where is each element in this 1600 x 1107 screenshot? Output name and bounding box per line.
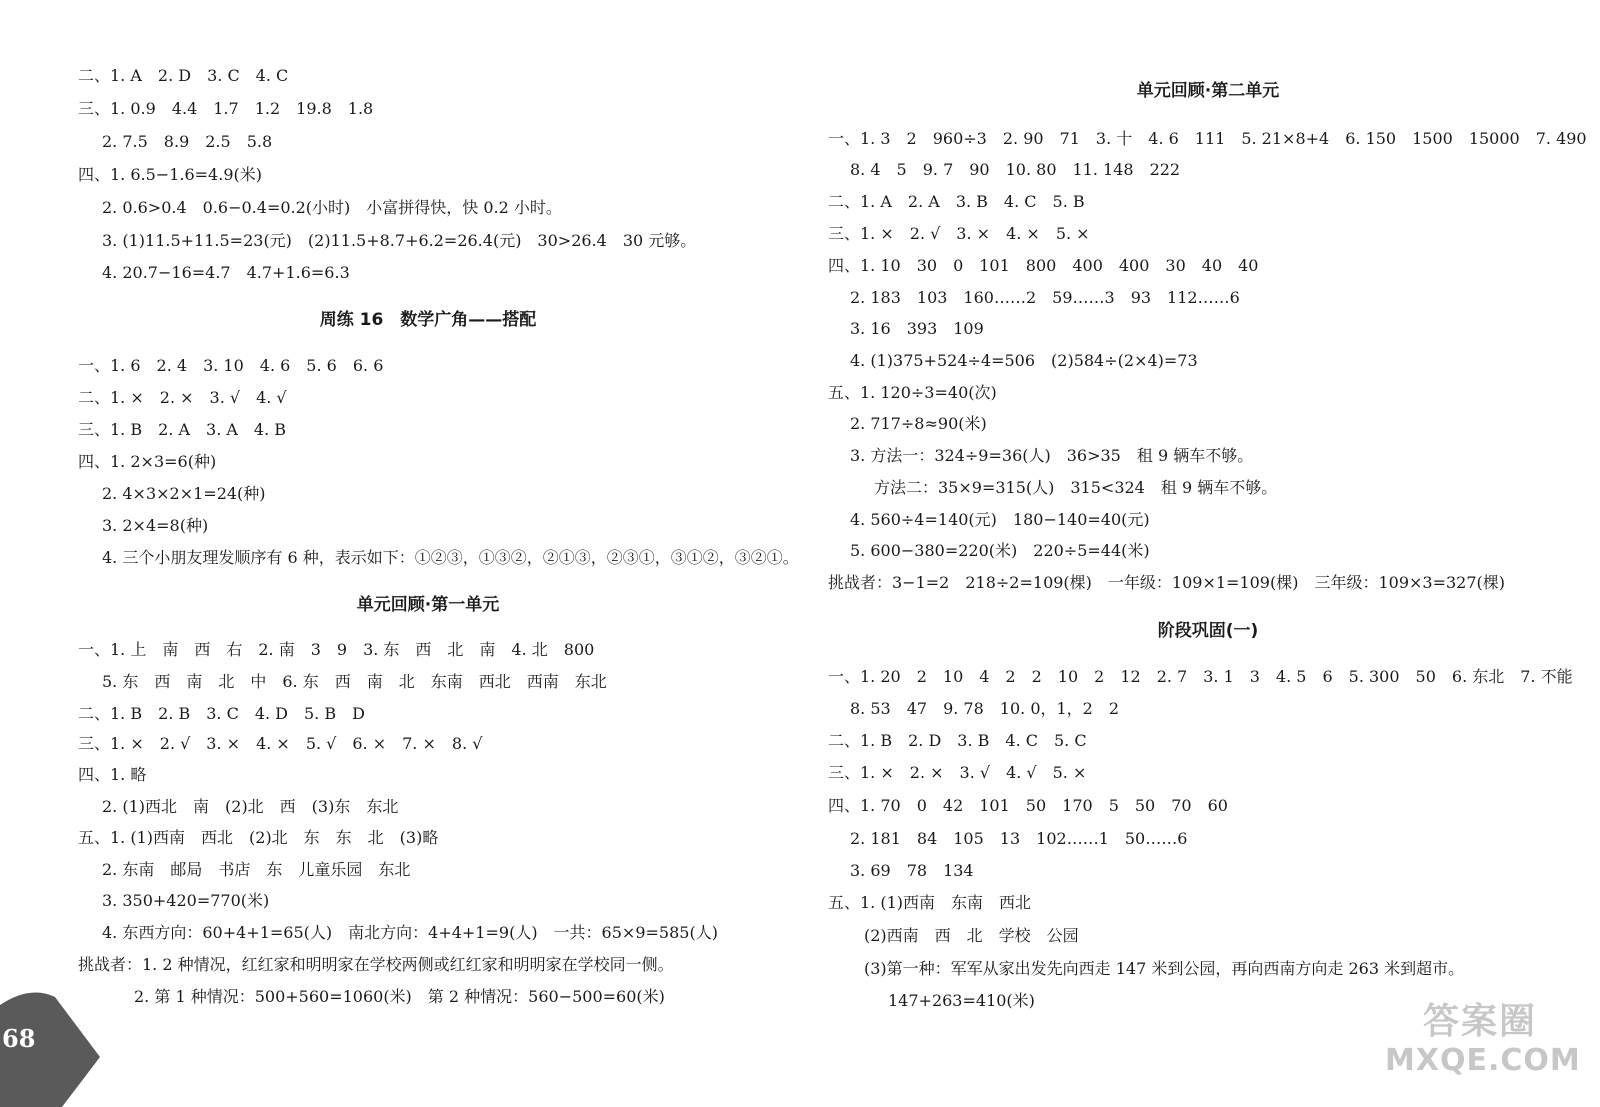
- answer-line: 5. 东 西 南 北 中 6. 东 西 南 北 东南 西北 西南 东北: [102, 672, 607, 691]
- section-title: 单元回顾·第一单元: [356, 595, 500, 615]
- answer-line: 3. 2×4=8(种): [102, 516, 209, 535]
- answer-line: 挑战者：1. 2 种情况，红红家和明明家在学校两侧或红红家和明明家在学校同一侧。: [78, 955, 674, 974]
- answer-line: 3. 方法一：324÷9=36(人) 36>35 租 9 辆车不够。: [850, 446, 1254, 465]
- answer-line: 4. 三个小朋友理发顺序有 6 种，表示如下：①②③，①③②，②①③，②③①，③①②，③②①。: [102, 548, 799, 567]
- answer-line: 2. (1)西北 南 (2)北 西 (3)东 东北: [102, 797, 399, 816]
- answer-line: 三、1. × 2. √ 3. × 4. × 5. ×: [828, 224, 1090, 243]
- answer-line: 三、1. × 2. √ 3. × 4. × 5. √ 6. × 7. × 8. √: [78, 734, 483, 753]
- answer-line: 2. 第 1 种情况：500+560=1060(米) 第 2 种情况：560−500=60(米): [134, 987, 665, 1006]
- answer-line: 五、1. (1)西南 西北 (2)北 东 东 北 (3)略: [78, 828, 439, 847]
- answer-line: (3)第一种：军军从家出发先向西走 147 米到公园，再向西南方向走 263 米到超市。: [864, 959, 1465, 978]
- answer-line: 方法二：35×9=315(人) 315<324 租 9 辆车不够。: [874, 478, 1278, 497]
- page-number: 68: [2, 1024, 36, 1053]
- answer-line: 四、1. 略: [78, 765, 147, 784]
- answer-line: 三、1. B 2. A 3. A 4. B: [78, 420, 287, 439]
- watermark: [1385, 1000, 1581, 1078]
- answer-line: 四、1. 10 30 0 101 800 400 400 30 40 40: [828, 256, 1259, 275]
- answer-line: 一、1. 3 2 960÷3 2. 90 71 3. 十 4. 6 111 5. 21×8+4 6. 150 1500 15000 7. 490: [828, 129, 1587, 148]
- answer-line: 2. 181 84 105 13 102……1 50……6: [850, 829, 1188, 848]
- watermark-bottom: MXQE.COM: [1385, 1043, 1581, 1078]
- answer-line: 2. 183 103 160……2 59……3 93 112……6: [850, 288, 1240, 307]
- answer-line: 二、1. × 2. × 3. √ 4. √: [78, 388, 287, 407]
- answer-line: 三、1. 0.9 4.4 1.7 1.2 19.8 1.8: [78, 99, 374, 118]
- answer-line: 一、1. 20 2 10 4 2 2 10 2 12 2. 7 3. 1 3 4. 5 6 5. 300 50 6. 东北 7. 不能: [828, 667, 1573, 686]
- answer-line: 2. 东南 邮局 书店 东 儿童乐园 东北: [102, 860, 411, 879]
- section-title: 周练 16 数学广角——搭配: [319, 310, 537, 330]
- answer-line: 2. 0.6>0.4 0.6−0.4=0.2(小时) 小富拼得快，快 0.2 小时。: [102, 198, 562, 217]
- answer-line: 3. 69 78 134: [850, 861, 974, 880]
- section-title: 阶段巩固(一): [1157, 621, 1259, 641]
- answer-line: 2. 717÷8≈90(米): [850, 414, 987, 433]
- answer-line: 一、1. 上 南 西 右 2. 南 3 9 3. 东 西 北 南 4. 北 800: [78, 640, 595, 659]
- answer-line: 4. (1)375+524÷4=506 (2)584÷(2×4)=73: [850, 351, 1198, 370]
- answer-line: 8. 53 47 9. 78 10. 0，1，2 2: [850, 699, 1120, 718]
- answer-line: 5. 600−380=220(米) 220÷5=44(米): [850, 541, 1150, 560]
- answer-line: 四、1. 2×3=6(种): [78, 452, 217, 471]
- answer-line: 一、1. 6 2. 4 3. 10 4. 6 5. 6 6. 6: [78, 356, 384, 375]
- answer-line: 二、1. A 2. A 3. B 4. C 5. B: [828, 192, 1085, 211]
- answer-line: 4. 560÷4=140(元) 180−140=40(元): [850, 510, 1150, 529]
- answer-line: 五、1. 120÷3=40(次): [828, 383, 997, 402]
- answer-line: 二、1. A 2. D 3. C 4. C: [78, 66, 289, 85]
- answer-line: 8. 4 5 9. 7 90 10. 80 11. 148 222: [850, 160, 1181, 179]
- answer-line: 二、1. B 2. B 3. C 4. D 5. B D: [78, 704, 365, 723]
- watermark-top: 答案圈: [1422, 1001, 1537, 1042]
- answer-line: 五、1. (1)西南 东南 西北: [828, 893, 1032, 912]
- answer-line: 3. 16 393 109: [850, 319, 984, 338]
- answer-line: 4. 东西方向：60+4+1=65(人) 南北方向：4+4+1=9(人) 一共：65×9=585(人): [102, 923, 718, 942]
- answer-line: 3. 350+420=770(米): [102, 891, 270, 910]
- answer-line: 四、1. 70 0 42 101 50 170 5 50 70 60: [828, 796, 1228, 815]
- answer-line: 3. (1)11.5+11.5=23(元) (2)11.5+8.7+6.2=26.4(元) 30>26.4 30 元够。: [102, 231, 697, 250]
- answer-line: 二、1. B 2. D 3. B 4. C 5. C: [828, 731, 1087, 750]
- answer-line: 2. 4×3×2×1=24(种): [102, 484, 266, 503]
- answer-line: 挑战者：3−1=2 218÷2=109(棵) 一年级：109×1=109(棵) 三年级：109×3=327(棵): [828, 573, 1506, 592]
- answer-line: 2. 7.5 8.9 2.5 5.8: [102, 132, 273, 151]
- answer-line: 三、1. × 2. × 3. √ 4. √ 5. ×: [828, 763, 1087, 782]
- answer-line: 四、1. 6.5−1.6=4.9(米): [78, 165, 262, 184]
- answer-line: 147+263=410(米): [888, 991, 1035, 1010]
- answer-line: 4. 20.7−16=4.7 4.7+1.6=6.3: [102, 263, 350, 282]
- answer-line: (2)西南 西 北 学校 公园: [864, 926, 1079, 945]
- section-title: 单元回顾·第二单元: [1136, 81, 1280, 101]
